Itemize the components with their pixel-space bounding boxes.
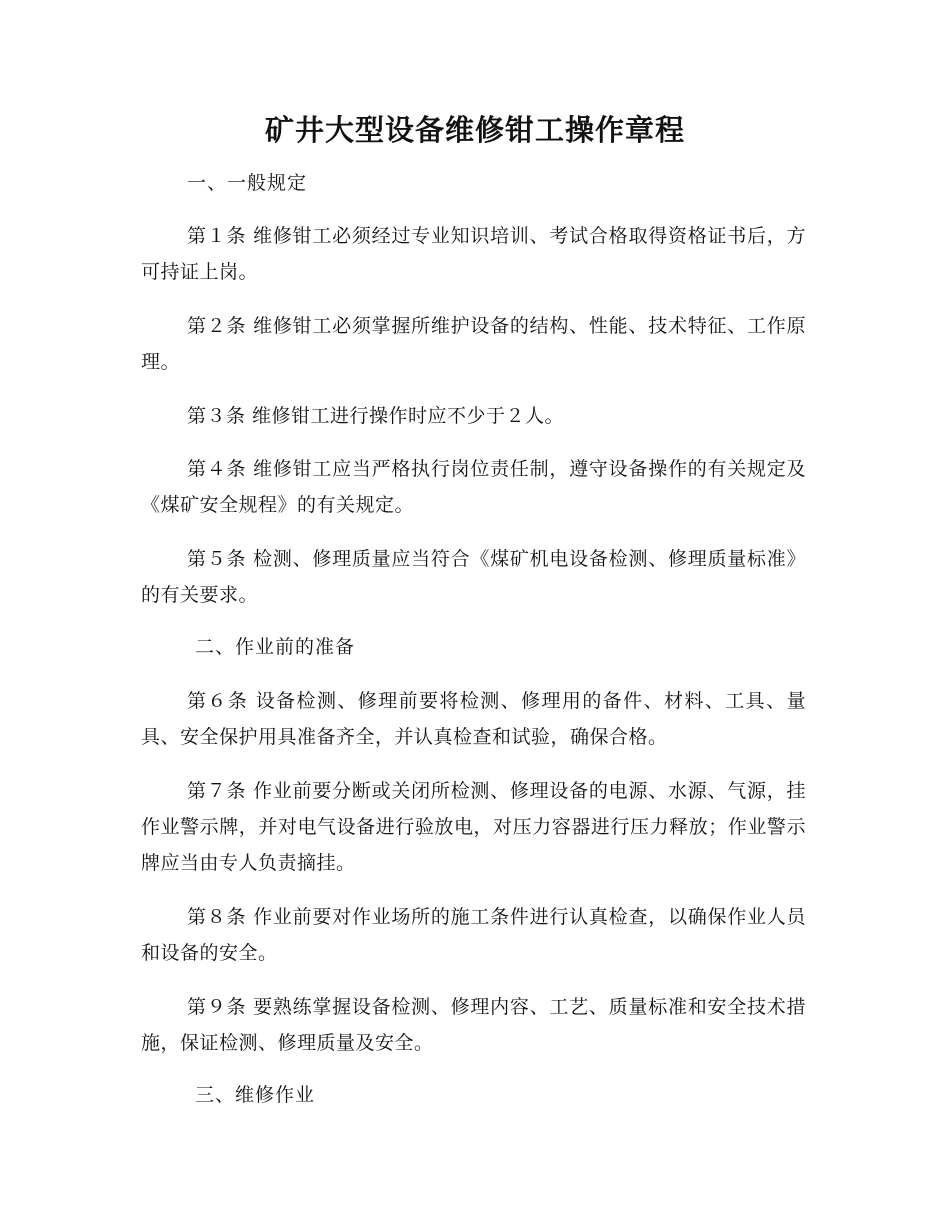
section-heading-preparation: 二、作业前的准备: [195, 636, 356, 658]
article-4: 第４条 维修钳工应当严格执行岗位责任制，遵守设备操作的有关规定及《煤矿安全规程》的有关规定。: [141, 458, 806, 516]
article-8: 第８条 作业前要对作业场所的施工条件进行认真检查，以确保作业人员和设备的安全。: [141, 906, 806, 964]
article-2: 第２条 维修钳工必须掌握所维护设备的结构、性能、技术特征、工作原理。: [141, 315, 806, 373]
article-7: 第７条 作业前要分断或关闭所检测、修理设备的电源、水源、气源，挂作业警示牌，并对电气设备进行验放电，对压力容器进行压力释放；作业警示牌应当由专人负责摘挂。: [141, 780, 806, 874]
section-heading-general: 一、一般规定: [187, 172, 308, 194]
article-5: 第５条 检测、修理质量应当符合《煤矿机电设备检测、修理质量标准》的有关要求。: [141, 548, 806, 606]
article-1: 第１条 维修钳工必须经过专业知识培训、考试合格取得资格证书后，方可持证上岗。: [141, 225, 806, 283]
article-9: 第９条 要熟练掌握设备检测、修理内容、工艺、质量标准和安全技术措施，保证检测、修理质量及安全。: [141, 996, 806, 1054]
document-title: 矿井大型设备维修钳工操作章程: [264, 113, 685, 147]
article-3: 第３条 维修钳工进行操作时应不少于２人。: [187, 405, 565, 427]
section-heading-maintenance: 三、维修作业: [195, 1084, 316, 1106]
article-6: 第６条 设备检测、修理前要将检测、修理用的备件、材料、工具、量具、安全保护用具准备齐全，并认真检查和试验，确保合格。: [141, 690, 806, 748]
